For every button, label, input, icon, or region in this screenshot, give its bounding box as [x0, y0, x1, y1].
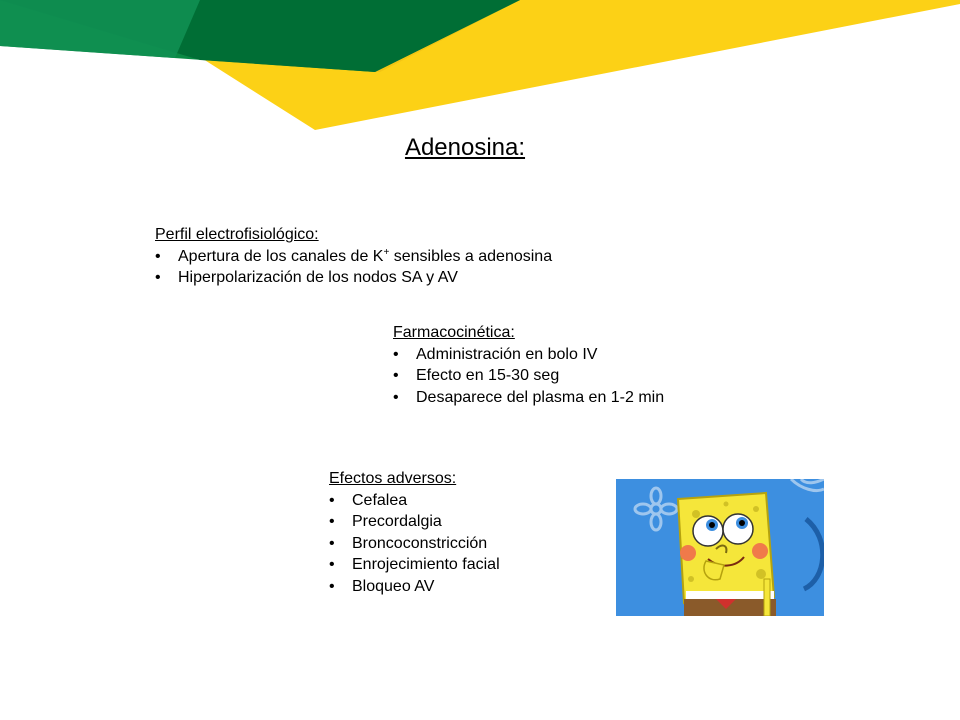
perfil-list	[155, 246, 552, 289]
slide-title: Adenosina:	[404, 134, 526, 161]
list-item: • Cefalea	[329, 490, 500, 512]
header-decoration	[0, 0, 960, 140]
list-item: • Bloqueo AV	[329, 576, 500, 598]
perfil-heading: Perfil electrofisiológico:	[155, 226, 319, 243]
perfil-section	[155, 224, 552, 289]
list-item: • Administración en bolo IV	[393, 344, 664, 366]
superscript: +	[383, 246, 390, 258]
list-item: • Desaparece del plasma en 1-2 min	[393, 387, 664, 409]
list-item: • Enrojecimiento facial	[329, 554, 500, 576]
farmacocinetica-heading: Farmacocinética:	[393, 324, 515, 341]
farmacocinetica-section	[393, 322, 664, 408]
cartoon-sponge-image	[616, 479, 824, 616]
farmacocinetica-list	[393, 344, 664, 409]
list-item: • Apertura de los canales de K+ sensibles a adenosina	[155, 246, 552, 268]
efectos-heading: Efectos adversos:	[329, 470, 457, 487]
list-item: • Efecto en 15-30 seg	[393, 365, 664, 387]
efectos-section	[329, 468, 500, 597]
efectos-list	[329, 490, 500, 598]
list-item: • Precordalgia	[329, 511, 500, 533]
list-item: • Hiperpolarización de los nodos SA y AV	[155, 267, 552, 289]
list-item: • Broncoconstricción	[329, 533, 500, 555]
